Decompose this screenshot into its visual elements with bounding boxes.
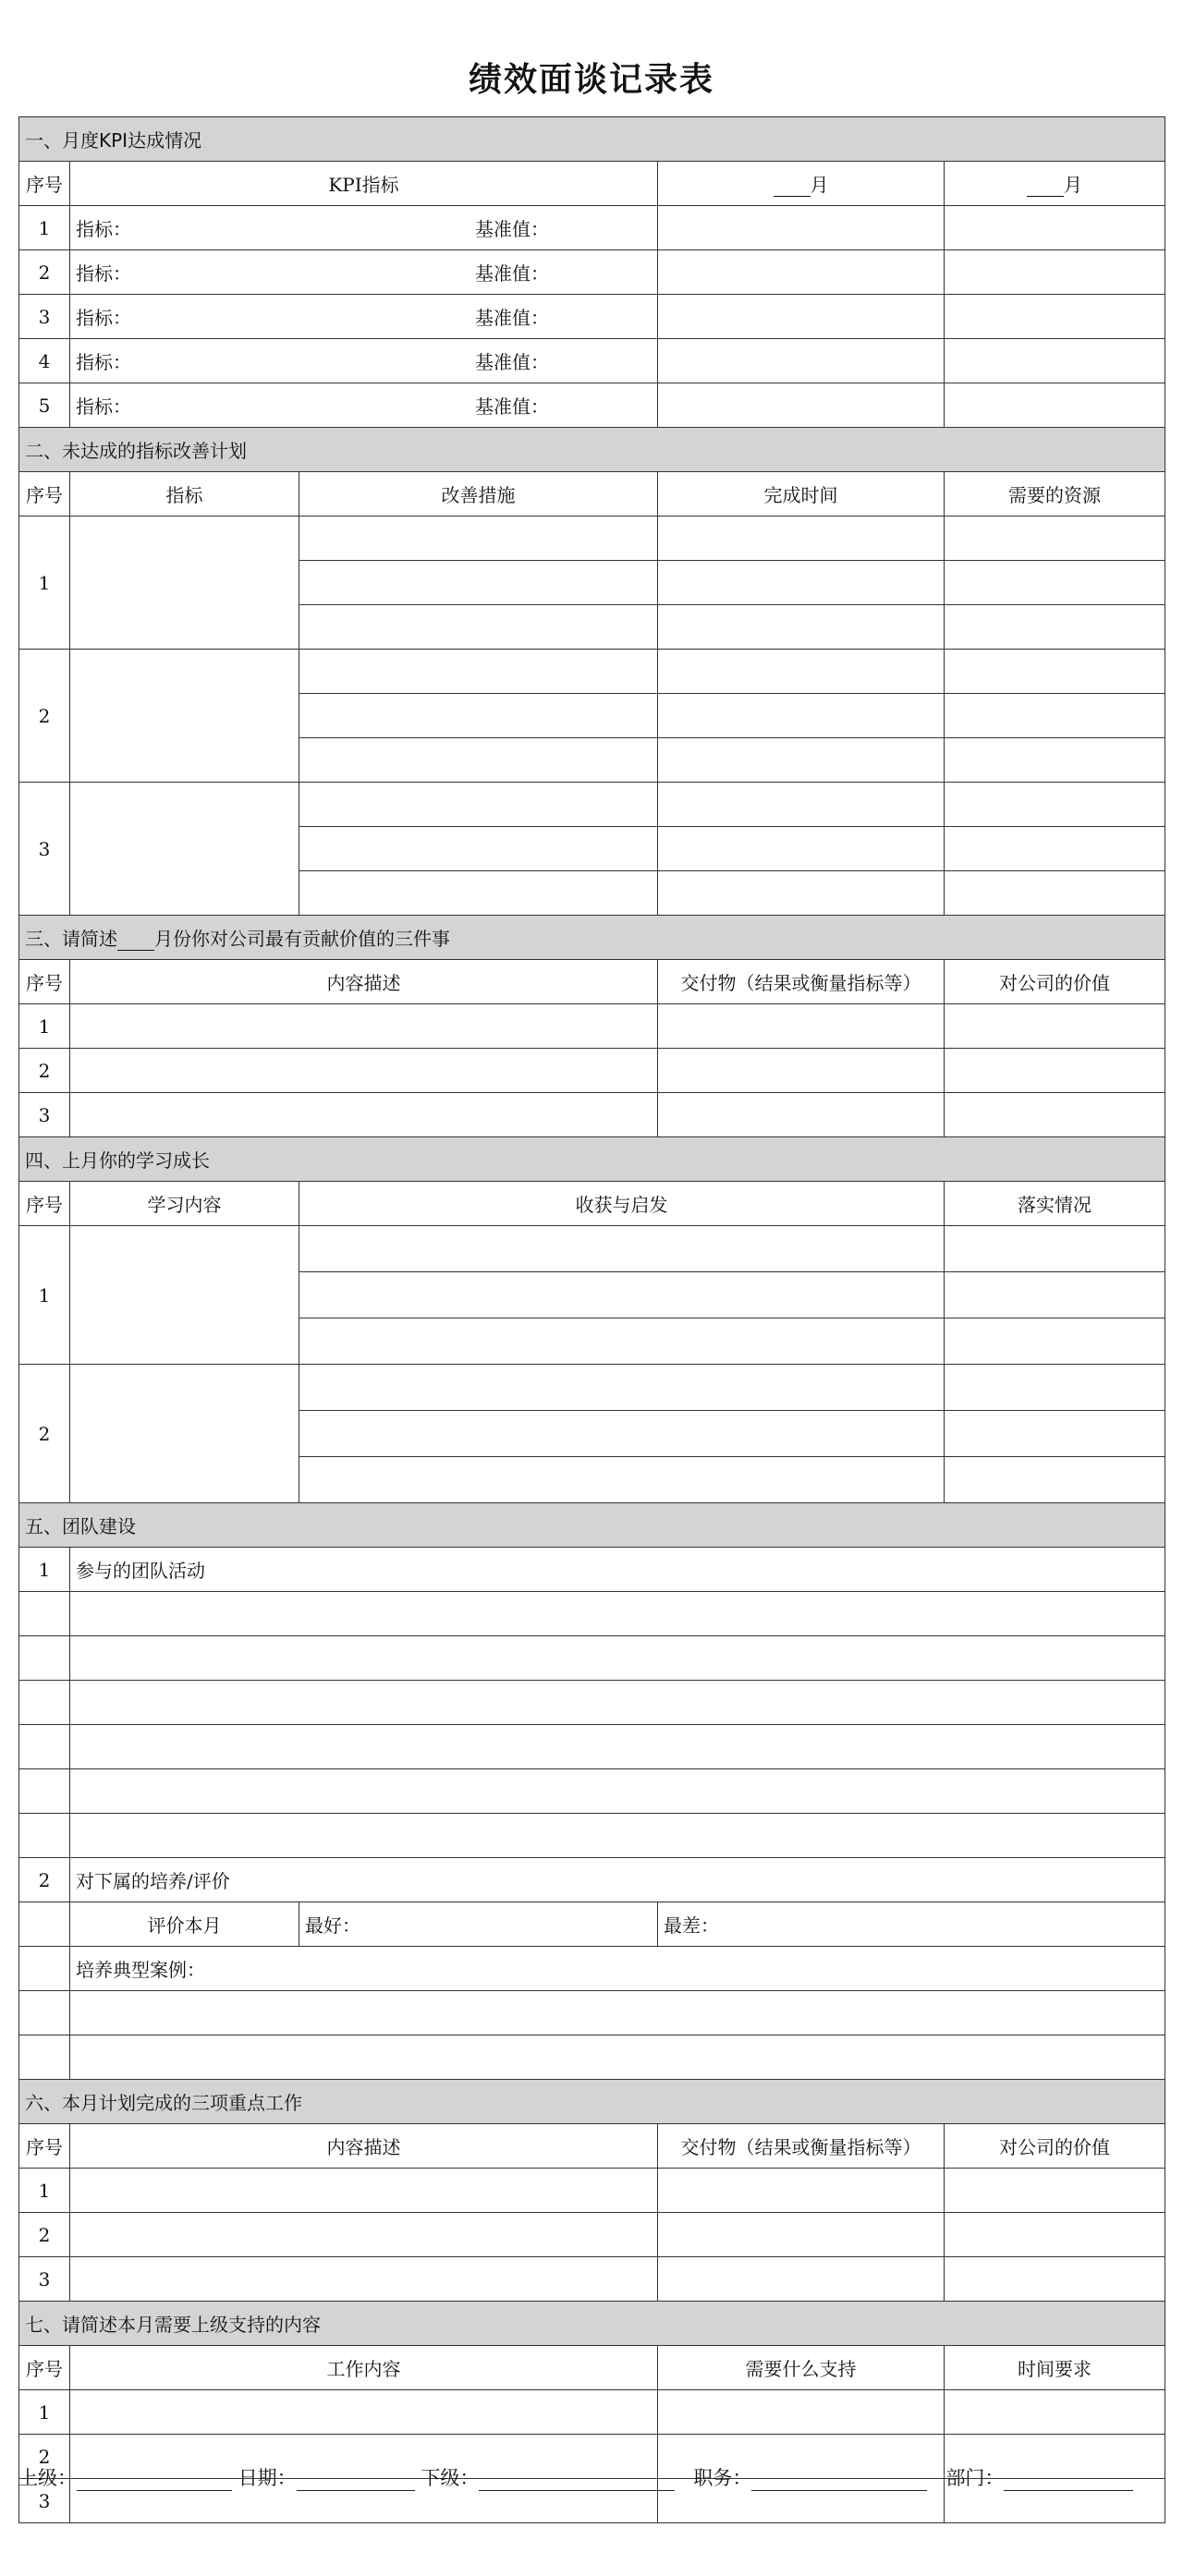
kpi-row[interactable]: 4 指标： 基准值： <box>19 339 1165 383</box>
value-cell[interactable] <box>945 2169 1165 2213</box>
time-cell[interactable] <box>658 650 945 694</box>
measure-cell[interactable] <box>299 871 658 916</box>
col-header-learning: 学习内容 <box>70 1182 299 1226</box>
content-cell[interactable] <box>70 2257 658 2302</box>
kpi-row[interactable]: 2 指标： 基准值： <box>19 250 1165 295</box>
page-title: 绩效面谈记录表 <box>468 61 714 99</box>
measure-cell[interactable] <box>299 783 658 827</box>
department-label: 部门： <box>945 2467 1005 2489</box>
resource-cell[interactable] <box>945 783 1165 827</box>
team-activity-line[interactable] <box>70 1725 1165 1769</box>
measure-cell[interactable] <box>299 516 658 561</box>
resource-cell[interactable] <box>945 561 1165 605</box>
col-header-content: 内容描述 <box>70 960 658 1004</box>
section-1-header: 一、月度KPI达成情况 <box>19 117 1165 162</box>
date-field[interactable] <box>297 2472 415 2491</box>
month-2-cell[interactable] <box>945 339 1165 383</box>
col-header-measure: 改善措施 <box>299 472 658 516</box>
position-label: 职务： <box>693 2467 752 2489</box>
subordinate-eval-label: 对下属的培养/评价 <box>70 1858 1165 1902</box>
group-no: 1 <box>19 516 70 650</box>
col-header-value: 对公司的价值 <box>945 960 1165 1004</box>
team-activity-label: 参与的团队活动 <box>70 1548 1165 1592</box>
team-activity-line[interactable] <box>70 1814 1165 1858</box>
impl-cell[interactable] <box>945 1365 1165 1411</box>
kpi-row[interactable]: 3 指标： 基准值： <box>19 295 1165 339</box>
kpi-cell[interactable]: 指标： 基准值： <box>70 383 658 428</box>
section-2-header: 二、未达成的指标改善计划 <box>19 428 1165 472</box>
month-1-cell[interactable] <box>658 295 945 339</box>
time-cell[interactable] <box>658 561 945 605</box>
impl-cell[interactable] <box>945 1457 1165 1503</box>
position-field[interactable] <box>751 2472 927 2491</box>
value-cell[interactable] <box>945 2257 1165 2302</box>
col-header-no: 序号 <box>19 1182 70 1226</box>
resource-cell[interactable] <box>945 738 1165 783</box>
col-header-support: 需要什么支持 <box>658 2346 945 2390</box>
col-header-gain: 收获与启发 <box>299 1182 945 1226</box>
value-cell[interactable] <box>945 2213 1165 2257</box>
typical-case-line[interactable] <box>70 1991 1165 2035</box>
col-header-time-req: 时间要求 <box>945 2346 1165 2390</box>
value-cell[interactable] <box>945 1049 1165 1093</box>
kpi-row[interactable]: 1 指标： 基准值： <box>19 206 1165 250</box>
resource-cell[interactable] <box>945 516 1165 561</box>
gain-cell[interactable] <box>299 1365 945 1411</box>
indicator-cell[interactable] <box>70 650 299 783</box>
gain-cell[interactable] <box>299 1411 945 1457</box>
time-cell[interactable] <box>658 827 945 871</box>
work-cell[interactable] <box>70 2390 658 2435</box>
col-header-value: 对公司的价值 <box>945 2124 1165 2169</box>
time-cell[interactable] <box>658 783 945 827</box>
deliverable-cell[interactable] <box>658 1049 945 1093</box>
content-cell[interactable] <box>70 1049 658 1093</box>
worst-field[interactable]: 最差： <box>658 1902 1165 1947</box>
month-1-cell[interactable] <box>658 383 945 428</box>
col-header-no: 序号 <box>19 2346 70 2390</box>
col-header-content: 内容描述 <box>70 2124 658 2169</box>
resource-cell[interactable] <box>945 650 1165 694</box>
best-field[interactable]: 最好： <box>299 1902 658 1947</box>
group-no: 2 <box>19 650 70 783</box>
group-no: 2 <box>19 1365 70 1503</box>
col-header-no: 序号 <box>19 2124 70 2169</box>
time-cell[interactable] <box>658 694 945 738</box>
kpi-row[interactable]: 5 指标： 基准值： <box>19 383 1165 428</box>
subordinate-label: 下级： <box>421 2467 480 2489</box>
col-header-deliverable: 交付物（结果或衡量指标等） <box>658 960 945 1004</box>
deliverable-cell[interactable] <box>658 1004 945 1049</box>
time-cell[interactable] <box>658 605 945 650</box>
gain-cell[interactable] <box>299 1226 945 1272</box>
superior-label: 上级： <box>18 2467 77 2489</box>
team-activity-line[interactable] <box>70 1769 1165 1814</box>
deliverable-cell[interactable] <box>658 2257 945 2302</box>
subordinate-field[interactable] <box>479 2472 675 2491</box>
resource-cell[interactable] <box>945 605 1165 650</box>
impl-cell[interactable] <box>945 1272 1165 1318</box>
kpi-cell[interactable]: 指标： 基准值： <box>70 339 658 383</box>
superior-field[interactable] <box>77 2472 232 2491</box>
learning-cell[interactable] <box>70 1226 299 1365</box>
col-header-no: 序号 <box>19 472 70 516</box>
section-7-header: 七、请简述本月需要上级支持的内容 <box>19 2302 1165 2346</box>
signature-footer <box>18 2463 1165 2491</box>
col-header-no: 序号 <box>19 162 70 206</box>
team-activity-line[interactable] <box>70 1681 1165 1725</box>
section-5-header: 五、团队建设 <box>19 1503 1165 1548</box>
interview-form-table: 一、月度KPI达成情况 序号 KPI指标 月 月 1 指标： 基准值： 2 指标： 基准值： 3 指标： 基准值： 4 指标： 基准值： 5 指标： 基准值： 二、未达成的指标改善计划 序号 指标 改善措施 完成时间 需要的资源 1 2 3 三、请简述 月份你对公司最有贡献价值的三件事 序号 内容描述 交付物（结果或衡量指标等） 对公司的价值 1 2 3 四、上月你的学习成长 序号 学习内容 收获与启发 落实情况 1 2 五、团队建设 1 参与的团队活动 2 对下属的培养/评价 评价本月 最好： 最差： 培养典型案例： 六、本月计划完成的三项重点工作 序号 内容描述 交付物（结果或衡量指标等） 对公司的价值 1 2 3 七、请简述本月需要上级支持的内容 序号 工作内容 需要什么支持 时间要求 1 2 3 <box>18 116 1165 2523</box>
measure-cell[interactable] <box>299 650 658 694</box>
time-req-cell[interactable] <box>945 2390 1165 2435</box>
col-header-no: 序号 <box>19 960 70 1004</box>
col-header-month-1: 月 <box>658 162 945 206</box>
month-2-cell[interactable] <box>945 206 1165 250</box>
content-cell[interactable] <box>70 2213 658 2257</box>
content-cell[interactable] <box>70 1093 658 1137</box>
kpi-cell[interactable]: 指标： 基准值： <box>70 206 658 250</box>
section-3-header: 三、请简述 月份你对公司最有贡献价值的三件事 <box>19 916 1165 960</box>
eval-month-label: 评价本月 <box>70 1902 299 1947</box>
measure-cell[interactable] <box>299 827 658 871</box>
group-no: 3 <box>19 783 70 916</box>
section-6-header: 六、本月计划完成的三项重点工作 <box>19 2080 1165 2124</box>
month-2-cell[interactable] <box>945 250 1165 295</box>
col-header-month-2: 月 <box>945 162 1165 206</box>
typical-case-label: 培养典型案例： <box>70 1947 1165 1991</box>
date-label: 日期： <box>238 2467 297 2489</box>
resource-cell[interactable] <box>945 827 1165 871</box>
impl-cell[interactable] <box>945 1226 1165 1272</box>
impl-cell[interactable] <box>945 1318 1165 1365</box>
col-header-resource: 需要的资源 <box>945 472 1165 516</box>
deliverable-cell[interactable] <box>658 1093 945 1137</box>
time-cell[interactable] <box>658 516 945 561</box>
indicator-cell[interactable] <box>70 516 299 650</box>
impl-cell[interactable] <box>945 1411 1165 1457</box>
department-field[interactable] <box>1004 2472 1133 2491</box>
month-2-cell[interactable] <box>945 295 1165 339</box>
col-header-complete-time: 完成时间 <box>658 472 945 516</box>
col-header-work: 工作内容 <box>70 2346 658 2390</box>
measure-cell[interactable] <box>299 561 658 605</box>
team-activity-line[interactable] <box>70 1636 1165 1681</box>
section-4-header: 四、上月你的学习成长 <box>19 1137 1165 1182</box>
gain-cell[interactable] <box>299 1457 945 1503</box>
month-1-cell[interactable] <box>658 206 945 250</box>
deliverable-cell[interactable] <box>658 2169 945 2213</box>
support-cell[interactable] <box>658 2390 945 2435</box>
value-cell[interactable] <box>945 1004 1165 1049</box>
gain-cell[interactable] <box>299 1272 945 1318</box>
group-no: 1 <box>19 1226 70 1365</box>
month-1-cell[interactable] <box>658 250 945 295</box>
col-header-implementation: 落实情况 <box>945 1182 1165 1226</box>
value-cell[interactable] <box>945 1093 1165 1137</box>
resource-cell[interactable] <box>945 871 1165 916</box>
deliverable-cell[interactable] <box>658 2213 945 2257</box>
time-cell[interactable] <box>658 871 945 916</box>
kpi-cell[interactable]: 指标： 基准值： <box>70 250 658 295</box>
content-cell[interactable] <box>70 1004 658 1049</box>
indicator-cell[interactable] <box>70 783 299 916</box>
measure-cell[interactable] <box>299 738 658 783</box>
col-header-indicator: 指标 <box>70 472 299 516</box>
resource-cell[interactable] <box>945 694 1165 738</box>
typical-case-line[interactable] <box>70 2035 1165 2080</box>
col-header-deliverable: 交付物（结果或衡量指标等） <box>658 2124 945 2169</box>
gain-cell[interactable] <box>299 1318 945 1365</box>
learning-cell[interactable] <box>70 1365 299 1503</box>
time-cell[interactable] <box>658 738 945 783</box>
kpi-cell[interactable]: 指标： 基准值： <box>70 295 658 339</box>
col-header-kpi: KPI指标 <box>70 162 658 206</box>
measure-cell[interactable] <box>299 694 658 738</box>
month-2-cell[interactable] <box>945 383 1165 428</box>
team-activity-line[interactable] <box>70 1592 1165 1636</box>
content-cell[interactable] <box>70 2169 658 2213</box>
month-1-cell[interactable] <box>658 339 945 383</box>
measure-cell[interactable] <box>299 605 658 650</box>
